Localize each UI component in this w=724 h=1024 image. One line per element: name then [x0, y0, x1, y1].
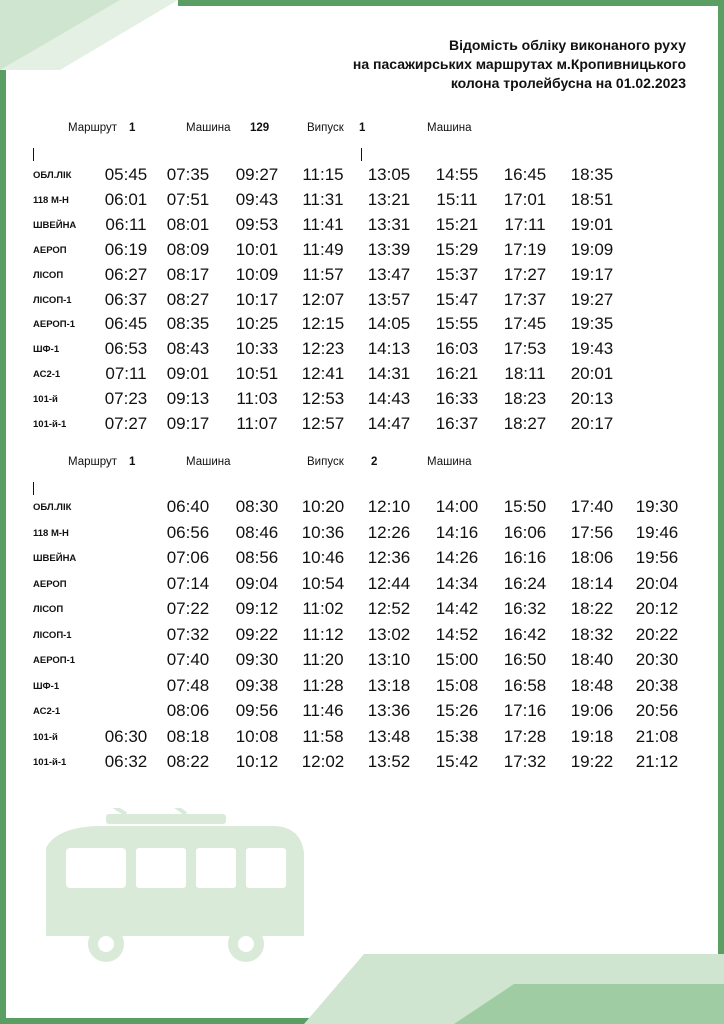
block-2-machine2-label: Машина — [427, 456, 472, 468]
departure-time: 12:15 — [301, 314, 345, 334]
departure-time: 09:53 — [235, 214, 279, 234]
departure-time: 17:56 — [570, 522, 614, 542]
departure-time: 17:53 — [503, 339, 547, 359]
block-1-route-label: Маршрут — [68, 122, 118, 134]
stop-name: АС2-1 — [33, 369, 61, 381]
departure-time: 16:16 — [503, 548, 547, 567]
departure-time: 14:00 — [435, 497, 479, 516]
departure-time: 10:36 — [301, 522, 345, 542]
departure-time: 10:25 — [235, 314, 279, 334]
stop-name: АЕРОП-1 — [33, 319, 76, 331]
departure-time: 16:32 — [503, 599, 547, 618]
stop-name: ОБЛ.ЛІК — [33, 170, 72, 181]
departure-time: 15:37 — [435, 264, 479, 284]
stop-name: 118 М-Н — [33, 527, 69, 539]
departure-time: 11:49 — [302, 239, 344, 259]
departure-time: 18:14 — [570, 573, 614, 593]
departure-time: 18:48 — [570, 675, 614, 695]
departure-time: 16:45 — [503, 165, 547, 184]
departure-time: 11:07 — [236, 414, 278, 433]
departure-time: 13:02 — [367, 624, 411, 644]
stop-name: 101-й-1 — [33, 419, 67, 430]
block-2-route-value: 1 — [129, 456, 136, 468]
departure-time: 15:26 — [435, 701, 479, 720]
departure-time: 20:13 — [570, 389, 614, 409]
departure-time: 16:42 — [503, 624, 547, 644]
bottom-right-decoration — [304, 944, 724, 1024]
departure-time: 11:46 — [302, 701, 344, 720]
departure-time: 06:32 — [104, 752, 148, 771]
departure-time: 06:45 — [104, 314, 148, 334]
departure-time: 11:02 — [302, 599, 344, 618]
departure-time: 12:07 — [301, 289, 345, 309]
departure-time: 09:30 — [235, 650, 279, 669]
departure-time: 19:35 — [570, 314, 614, 334]
departure-time: 17:16 — [503, 701, 547, 720]
departure-time: 16:58 — [503, 675, 547, 695]
departure-time: 09:27 — [235, 165, 279, 184]
departure-time: 12:41 — [301, 364, 345, 384]
departure-time: 10:54 — [301, 573, 345, 593]
departure-time: 14:47 — [367, 414, 411, 433]
departure-time: 17:28 — [503, 726, 547, 746]
departure-time: 13:21 — [367, 189, 411, 209]
departure-time: 20:56 — [635, 701, 679, 720]
departure-time: 12:36 — [367, 548, 411, 567]
departure-time: 19:43 — [570, 339, 614, 359]
departure-time: 17:37 — [503, 289, 547, 309]
departure-time: 09:17 — [166, 414, 210, 433]
departure-time: 15:47 — [435, 289, 479, 309]
frame-top-border — [178, 0, 724, 6]
departure-time: 16:24 — [503, 573, 547, 593]
departure-time: 20:12 — [635, 599, 679, 618]
departure-time: 09:01 — [166, 364, 210, 384]
departure-time: 15:00 — [435, 650, 479, 669]
departure-time: 10:20 — [301, 497, 345, 516]
departure-time: 14:26 — [435, 548, 479, 567]
departure-time: 17:32 — [503, 752, 547, 771]
departure-time: 09:22 — [235, 624, 279, 644]
departure-time: 09:13 — [166, 389, 210, 409]
departure-time: 08:46 — [235, 522, 279, 542]
departure-time: 13:36 — [367, 701, 411, 720]
departure-time: 12:23 — [301, 339, 345, 359]
block-1-release-label: Випуск — [307, 122, 344, 134]
departure-time: 16:33 — [435, 389, 479, 409]
departure-time: 15:29 — [435, 239, 479, 259]
departure-time: 11:20 — [302, 650, 344, 669]
departure-time: 17:45 — [503, 314, 547, 334]
departure-time: 21:08 — [635, 726, 679, 746]
departure-time: 14:13 — [367, 339, 411, 359]
departure-time: 14:34 — [435, 573, 479, 593]
departure-time: 19:56 — [635, 548, 679, 567]
departure-time: 12:53 — [301, 389, 345, 409]
departure-time: 18:06 — [570, 548, 614, 567]
departure-time: 08:09 — [166, 239, 210, 259]
block-2-release-label: Випуск — [307, 456, 344, 468]
departure-time: 08:35 — [166, 314, 210, 334]
departure-time: 20:22 — [635, 624, 679, 644]
departure-time: 20:30 — [635, 650, 679, 669]
departure-time: 12:57 — [301, 414, 345, 433]
departure-time: 07:48 — [166, 675, 210, 695]
departure-time: 13:48 — [367, 726, 411, 746]
departure-time: 18:27 — [503, 414, 547, 433]
departure-time: 05:45 — [104, 165, 148, 184]
frame-left-border — [0, 0, 6, 1024]
departure-time: 08:17 — [166, 264, 210, 284]
departure-time: 08:01 — [166, 214, 210, 234]
departure-time: 18:23 — [503, 389, 547, 409]
departure-time: 16:03 — [435, 339, 479, 359]
departure-time: 07:40 — [166, 650, 210, 669]
document-title — [306, 36, 686, 93]
departure-time: 18:32 — [570, 624, 614, 644]
departure-time: 15:42 — [435, 752, 479, 771]
departure-time: 14:43 — [367, 389, 411, 409]
departure-time: 10:17 — [235, 289, 279, 309]
departure-time: 11:31 — [302, 189, 344, 209]
departure-time: 13:18 — [367, 675, 411, 695]
departure-time: 13:31 — [367, 214, 411, 234]
departure-time: 10:51 — [235, 364, 279, 384]
departure-time: 16:06 — [503, 522, 547, 542]
block-1-machine-value: 129 — [250, 122, 270, 134]
departure-time: 07:06 — [166, 548, 210, 567]
block-2-release-value: 2 — [371, 456, 378, 468]
title-line-2: на пасажирських маршрутах м.Кропивницького — [352, 56, 686, 72]
departure-time: 11:12 — [302, 624, 344, 644]
departure-time: 20:04 — [635, 573, 679, 593]
departure-time: 11:15 — [302, 165, 344, 184]
title-line-3: колона тролейбусна на 01.02.2023 — [450, 75, 686, 91]
departure-time: 19:27 — [570, 289, 614, 309]
block-1-cursor-right — [361, 148, 362, 161]
departure-time: 06:27 — [104, 264, 148, 284]
departure-time: 19:46 — [635, 522, 679, 542]
departure-time: 07:32 — [166, 624, 210, 644]
block-1-machine2-label: Машина — [427, 122, 472, 134]
departure-time: 16:37 — [435, 414, 479, 433]
stop-name: ЛІСОП — [33, 269, 64, 281]
departure-time: 15:38 — [435, 726, 479, 746]
departure-time: 13:47 — [367, 264, 411, 284]
departure-time: 07:14 — [166, 573, 210, 593]
departure-time: 11:28 — [302, 675, 344, 695]
departure-time: 08:43 — [166, 339, 210, 359]
departure-time: 15:11 — [436, 189, 478, 209]
stop-name: АС2-1 — [33, 706, 61, 717]
departure-time: 07:51 — [166, 189, 210, 209]
departure-time: 06:53 — [104, 339, 148, 359]
departure-time: 12:10 — [367, 497, 411, 516]
stop-name: ШВЕЙНА — [33, 219, 77, 231]
block-2-cursor-left — [33, 482, 34, 495]
departure-time: 16:21 — [435, 364, 479, 384]
departure-time: 12:02 — [301, 752, 345, 771]
departure-time: 20:17 — [570, 414, 614, 433]
departure-time: 06:30 — [104, 726, 148, 746]
departure-time: 15:21 — [435, 214, 479, 234]
departure-time: 09:38 — [235, 675, 279, 695]
departure-time: 10:08 — [235, 726, 279, 746]
stop-name: ЛІСОП-1 — [33, 294, 72, 306]
departure-time: 08:30 — [235, 497, 279, 516]
departure-time: 17:19 — [503, 239, 547, 259]
departure-time: 08:18 — [166, 726, 210, 746]
departure-time: 18:11 — [504, 364, 546, 384]
departure-time: 06:37 — [104, 289, 148, 309]
stop-name: ШФ-1 — [33, 344, 60, 356]
departure-time: 19:30 — [635, 497, 679, 516]
departure-time: 06:40 — [166, 497, 210, 516]
departure-time: 20:01 — [570, 364, 614, 384]
block-2-machine-label: Машина — [186, 456, 231, 468]
departure-time: 13:39 — [367, 239, 411, 259]
top-left-decoration — [0, 0, 200, 80]
departure-time: 06:11 — [105, 214, 147, 234]
departure-time: 14:16 — [435, 522, 479, 542]
trolleybus-watermark-icon — [36, 808, 316, 978]
departure-time: 17:27 — [503, 264, 547, 284]
departure-time: 19:01 — [570, 214, 614, 234]
departure-time: 13:05 — [367, 165, 411, 184]
departure-time: 10:01 — [235, 239, 279, 259]
departure-time: 09:56 — [235, 701, 279, 720]
departure-time: 10:12 — [235, 752, 279, 771]
departure-time: 11:58 — [302, 726, 344, 746]
departure-time: 09:04 — [235, 573, 279, 593]
stop-name: ЛІСОП — [33, 604, 64, 615]
departure-time: 09:43 — [235, 189, 279, 209]
stop-name: 118 М-Н — [33, 194, 69, 206]
block-1-machine-label: Машина — [186, 122, 231, 134]
stop-name: 101-й — [33, 731, 58, 743]
departure-time: 14:42 — [435, 599, 479, 618]
frame-right-border — [718, 0, 724, 1024]
departure-time: 13:52 — [367, 752, 411, 771]
departure-time: 18:35 — [570, 165, 614, 184]
departure-time: 08:22 — [166, 752, 210, 771]
departure-time: 15:50 — [503, 497, 547, 516]
departure-time: 14:55 — [435, 165, 479, 184]
departure-time: 18:22 — [570, 599, 614, 618]
departure-time: 12:26 — [367, 522, 411, 542]
departure-time: 11:57 — [302, 264, 344, 284]
block-1-release-value: 1 — [359, 122, 366, 134]
stop-name: 101-й-1 — [33, 757, 67, 768]
block-2-route-label: Маршрут — [68, 456, 118, 468]
departure-time: 07:35 — [166, 165, 210, 184]
departure-time: 07:22 — [166, 599, 210, 618]
departure-time: 19:18 — [570, 726, 614, 746]
departure-time: 12:52 — [367, 599, 411, 618]
stop-name: 101-й — [33, 394, 58, 406]
departure-time: 13:57 — [367, 289, 411, 309]
departure-time: 07:11 — [105, 364, 147, 384]
departure-time: 13:10 — [367, 650, 411, 669]
departure-time: 12:44 — [367, 573, 411, 593]
departure-time: 15:08 — [435, 675, 479, 695]
stop-name: ЛІСОП-1 — [33, 629, 72, 641]
departure-time: 06:01 — [104, 189, 148, 209]
stop-name: АЕРОП-1 — [33, 655, 76, 666]
departure-time: 14:52 — [435, 624, 479, 644]
stop-name: ОБЛ.ЛІК — [33, 502, 72, 513]
departure-time: 10:46 — [301, 548, 345, 567]
departure-time: 17:01 — [503, 189, 547, 209]
departure-time: 19:09 — [570, 239, 614, 259]
departure-time: 16:50 — [503, 650, 547, 669]
departure-time: 18:51 — [570, 189, 614, 209]
departure-time: 14:05 — [367, 314, 411, 334]
departure-time: 15:55 — [435, 314, 479, 334]
block-1-cursor-left — [33, 148, 34, 161]
stop-name: АЕРОП — [33, 578, 67, 590]
departure-time: 07:27 — [104, 414, 148, 433]
departure-time: 19:17 — [570, 264, 614, 284]
stop-name: ШФ-1 — [33, 680, 60, 692]
departure-time: 11:03 — [236, 389, 278, 409]
departure-time: 08:06 — [166, 701, 210, 720]
block-1-route-value: 1 — [129, 122, 136, 134]
departure-time: 09:12 — [235, 599, 279, 618]
departure-time: 06:56 — [166, 522, 210, 542]
title-line-1: Відомість обліку виконаного руху — [449, 37, 686, 53]
stop-name: АЕРОП — [33, 244, 67, 256]
departure-time: 08:27 — [166, 289, 210, 309]
departure-time: 18:40 — [570, 650, 614, 669]
departure-time: 17:11 — [504, 214, 546, 234]
departure-time: 10:09 — [235, 264, 279, 284]
departure-time: 19:22 — [570, 752, 614, 771]
departure-time: 07:23 — [104, 389, 148, 409]
departure-time: 06:19 — [104, 239, 148, 259]
departure-time: 11:41 — [302, 214, 344, 234]
departure-time: 19:06 — [570, 701, 614, 720]
stop-name: ШВЕЙНА — [33, 553, 77, 564]
departure-time: 14:31 — [367, 364, 411, 384]
departure-time: 17:40 — [570, 497, 614, 516]
departure-time: 08:56 — [235, 548, 279, 567]
departure-time: 10:33 — [235, 339, 279, 359]
departure-time: 21:12 — [635, 752, 679, 771]
departure-time: 20:38 — [635, 675, 679, 695]
